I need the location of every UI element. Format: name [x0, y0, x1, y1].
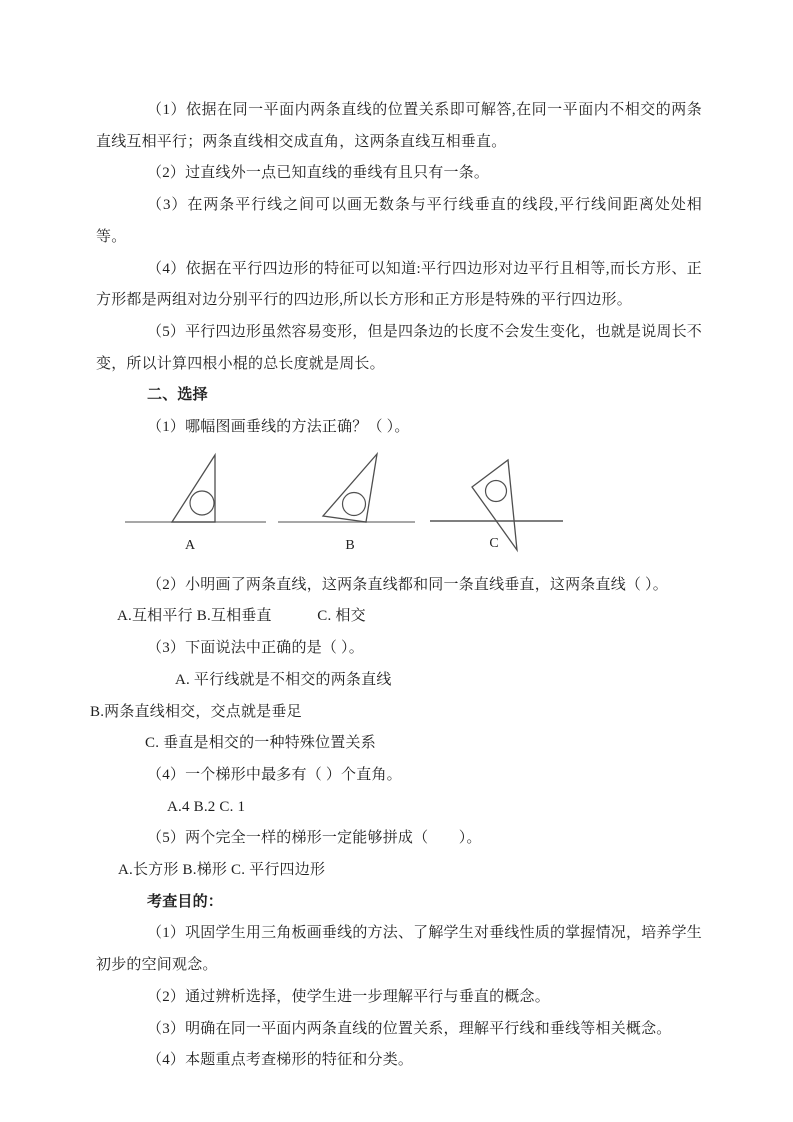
- analysis-item-5: （5）平行四边形虽然容易变形，但是四条边的长度不会发生变化，也就是说周长不变，所以计算四根小棍的总长度就是周长。: [96, 323, 702, 372]
- analysis-item-3: （3）在两条平行线之间可以画无数条与平行线垂直的线段,平行线间距离处处相等。: [96, 197, 702, 245]
- figure-c-hole-icon: [486, 480, 507, 501]
- question-3-option-b: B.两条直线相交，交点就是垂足: [90, 703, 302, 720]
- question-1-text: （1）哪幅图画垂线的方法正确？（ ）。: [147, 419, 410, 436]
- question-4-options: A.4 B.2 C. 1: [167, 798, 246, 815]
- figure-b-triangle: [323, 454, 377, 522]
- figure-a-hole-icon: [190, 491, 214, 515]
- question-2-options: A.互相平行 B.互相垂直 C. 相交: [117, 608, 366, 625]
- question-5-options: A.长方形 B.梯形 C. 平行四边形: [118, 862, 326, 879]
- figure-b-hole-icon: [343, 492, 366, 515]
- section-heading: 二、选择: [147, 387, 208, 404]
- question-5-text: （5）两个完全一样的梯形一定能够拼成（ ）。: [147, 830, 482, 847]
- analysis-item-4: （4）依据在平行四边形的特征可以知道:平行四边形对边平行且相等,而长方形、正方形都是两组对边分别平行的四边形,所以长方形和正方形是特殊的平行四边形。: [96, 260, 702, 309]
- figure-c: [430, 460, 563, 551]
- figure-b-label: B: [345, 537, 355, 553]
- purpose-item-4: （4）本题重点考查梯形的特征和分类。: [147, 1052, 414, 1069]
- purpose-item-2: （2）通过辨析选择，使学生进一步理解平行与垂直的概念。: [147, 988, 550, 1005]
- figure-a-label: A: [184, 537, 196, 553]
- figure-b: [278, 454, 415, 553]
- question-4-text: （4）一个梯形中最多有（ ）个直角。: [147, 766, 402, 783]
- question-2-text: （2）小明画了两条直线，这两条直线都和同一条直线垂直，这两条直线（ ）。: [147, 576, 668, 593]
- purpose-item-1: （1）巩固学生用三角板画垂线的方法、了解学生对垂线性质的掌握情况，培养学生初步的空间观念。: [96, 925, 702, 974]
- figure-a: [125, 455, 266, 553]
- analysis-item-1: （1）依据在同一平面内两条直线的位置关系即可解答,在同一平面内不相交的两条直线互相平行；两条直线相交成直角，这两条直线互相垂直。: [96, 102, 702, 150]
- set-square-figures: [0, 444, 793, 570]
- analysis-item-2: （2）过直线外一点已知直线的垂线有且只有一条。: [147, 165, 490, 182]
- question-3-option-a: A. 平行线就是不相交的两条直线: [175, 671, 392, 688]
- figure-c-label: C: [489, 535, 499, 551]
- question-1-figure: [0, 444, 793, 570]
- purpose-item-3: （3）明确在同一平面内两条直线的位置关系，理解平行线和垂线等相关概念。: [147, 1020, 672, 1037]
- document-body: [90, 95, 702, 1077]
- purpose-heading: 考查目的：: [147, 893, 224, 910]
- question-3-text: （3）下面说法中正确的是（ ）。: [147, 640, 364, 657]
- question-3-option-c: C. 垂直是相交的一种特殊位置关系: [145, 735, 376, 752]
